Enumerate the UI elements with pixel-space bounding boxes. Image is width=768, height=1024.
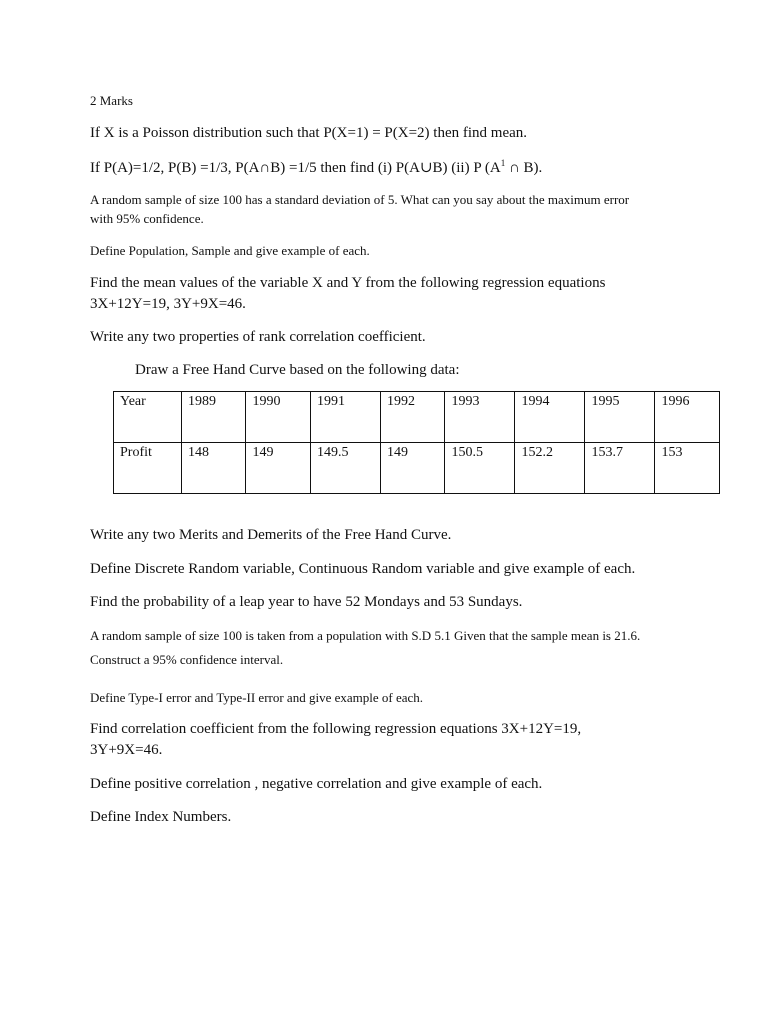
question-correlation-coefficient-line2: 3Y+9X=46. [90, 742, 163, 758]
question-probability-union [90, 158, 542, 177]
table-cell: 1996 [655, 392, 720, 443]
question-population-sample: Define Population, Sample and give example of each. [90, 243, 370, 258]
question-free-hand-curve: Draw a Free Hand Curve based on the following data: [135, 362, 460, 378]
table-row-profit [114, 443, 720, 494]
question-rank-correlation: Write any two properties of rank correlation coefficient. [90, 329, 426, 345]
table-cell: 152.2 [515, 443, 585, 494]
question-correlation-types: Define positive correlation , negative correlation and give example of each. [90, 776, 543, 792]
question-probability-union-end: ∩ B). [505, 160, 543, 176]
table-cell: 149 [380, 443, 444, 494]
table-row-year [114, 392, 720, 443]
question-max-error-line1: A random sample of size 100 has a standard deviation of 5. What can you say about the maximum error [90, 192, 630, 207]
question-leap-year: Find the probability of a leap year to have 52 Mondays and 53 Sundays. [90, 594, 523, 610]
question-merits-demerits: Write any two Merits and Demerits of the Free Hand Curve. [90, 527, 452, 543]
table-cell: 148 [182, 443, 246, 494]
table-cell: Profit [114, 443, 182, 494]
question-type-errors: Define Type-I error and Type-II error and give example of each. [90, 690, 424, 705]
question-poisson-mean: If X is a Poisson distribution such that P(X=1) = P(X=2) then find mean. [90, 125, 528, 141]
table-cell: 1992 [380, 392, 444, 443]
question-index-numbers: Define Index Numbers. [90, 809, 232, 825]
profit-data-table [113, 391, 720, 494]
table-cell: 153 [655, 443, 720, 494]
question-regression-means-line2: 3X+12Y=19, 3Y+9X=46. [90, 296, 246, 312]
table-cell: 1990 [246, 392, 310, 443]
table-cell: 149 [246, 443, 310, 494]
question-probability-union-text: If P(A)=1/2, P(B) =1/3, P(A∩B) =1/5 then find (i) P(A∪B) (ii) P (A [90, 160, 501, 176]
question-random-variables: Define Discrete Random variable, Continuous Random variable and give example of each. [90, 561, 636, 577]
question-confidence-interval-line1: A random sample of size 100 is taken from a population with S.D 5.1 Given that the sample mean is 21.6. [90, 628, 641, 643]
question-correlation-coefficient-line1: Find correlation coefficient from the following regression equations 3X+12Y=19, [90, 721, 582, 737]
table-cell: 1993 [445, 392, 515, 443]
table-cell: 1989 [182, 392, 246, 443]
table-cell: 149.5 [310, 443, 380, 494]
table-cell: 1991 [310, 392, 380, 443]
section-heading: 2 Marks [90, 93, 133, 108]
table-cell: 1995 [585, 392, 655, 443]
table-cell: 150.5 [445, 443, 515, 494]
table-cell: Year [114, 392, 182, 443]
question-max-error-line2: with 95% confidence. [90, 211, 204, 226]
question-regression-means-line1: Find the mean values of the variable X and Y from the following regression equations [90, 275, 606, 291]
complement-superscript: 1 [500, 158, 506, 168]
table-cell: 153.7 [585, 443, 655, 494]
question-confidence-interval-line2: Construct a 95% confidence interval. [90, 652, 284, 667]
table-cell: 1994 [515, 392, 585, 443]
